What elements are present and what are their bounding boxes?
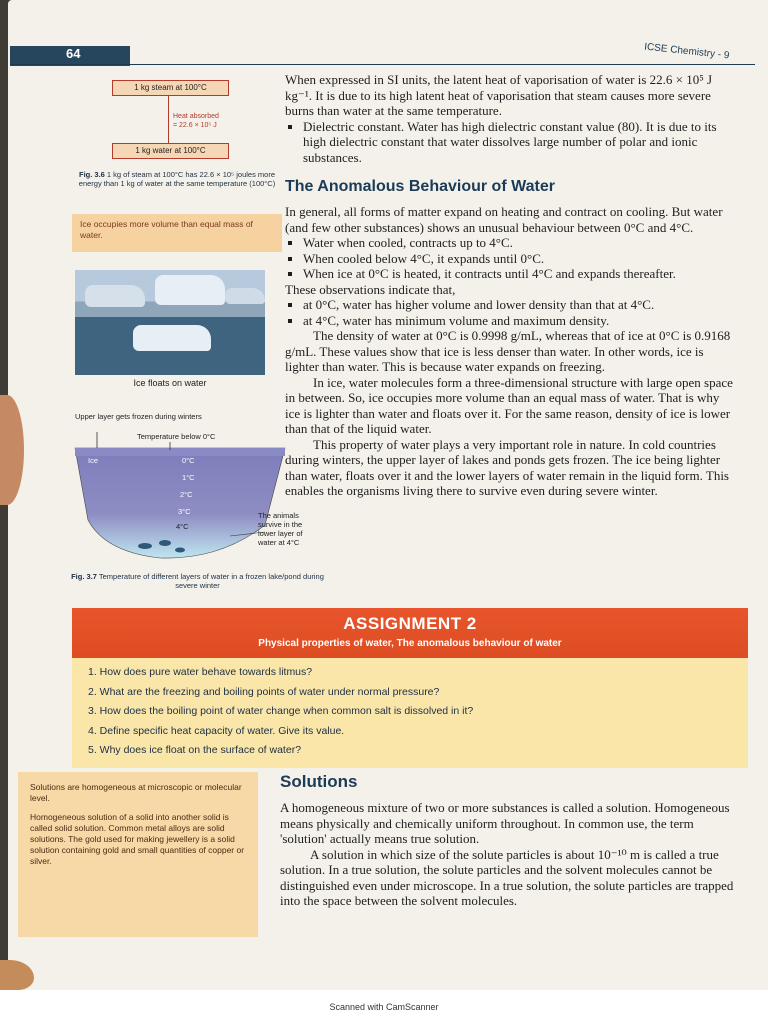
solutions-heading: Solutions bbox=[280, 772, 358, 791]
question-item: 3. How does the boiling point of water change when common salt is dissolved in it? bbox=[88, 705, 474, 717]
layer-1c: 1°C bbox=[182, 473, 195, 482]
ice-label: Ice bbox=[88, 456, 99, 465]
observation-item: ▪ When cooled below 4°C, it expands until 0°C. bbox=[303, 251, 735, 267]
observation-item: ▪ Water when cooled, contracts up to 4°C. bbox=[303, 235, 735, 251]
anomalous-block bbox=[285, 204, 735, 499]
question-item: 2. What are the freezing and boiling points of water under normal pressure? bbox=[88, 685, 440, 698]
density-paragraph: The density of water at 0°C is 0.9998 g/mL, whereas that of ice at 0°C is 0.9168 g/mL. These values show that ice is less denser than water. In other words, ice is lighter than water. This is because water expands on freezing. bbox=[285, 328, 731, 374]
question-item: 4. Define specific heat capacity of water. Give its value. bbox=[88, 724, 345, 737]
layer-4c: 4°C bbox=[176, 522, 189, 531]
fig-3-6-label: Fig. 3.6 bbox=[78, 170, 105, 179]
book-title: ICSE Chemistry - 9 bbox=[644, 41, 731, 62]
layer-0c: 0°C bbox=[182, 456, 195, 465]
upper-layer-label: Upper layer gets frozen during winters bbox=[75, 412, 202, 421]
fig-3-6-caption bbox=[72, 170, 282, 188]
iceberg-photo bbox=[75, 270, 265, 375]
indication-item: ▪ at 4°C, water has minimum volume and maximum density. bbox=[303, 313, 735, 329]
assignment-header bbox=[72, 608, 748, 658]
observations-list bbox=[285, 235, 735, 282]
layer-2c: 2°C bbox=[180, 490, 193, 499]
heat-arrow bbox=[168, 95, 169, 143]
solutions-p1: A homogeneous mixture of two or more substances is called a solution. Homogeneous means physically and chemically uniform throughout. In common use, the term 'solution' actually means true solution. bbox=[280, 800, 730, 846]
fig-3-7-caption bbox=[70, 572, 325, 590]
heat-label-line2: = 22.6 × 10⁵ J bbox=[173, 122, 217, 129]
fig-3-7-label: Fig. 3.7 bbox=[71, 572, 97, 581]
question-item: 5. Why does ice float on the surface of water? bbox=[88, 744, 302, 756]
assignment-title: ASSIGNMENT 2 bbox=[343, 614, 477, 633]
fig-3-6-text: 1 kg of steam at 100°C has 22.6 × 10⁵ joules more energy than 1 kg of water at the same temperature (100°C) bbox=[78, 170, 276, 188]
anomalous-intro: In general, all forms of matter expand on heating and contract on cooling. But water (and few other substances) shows an unusual behaviour between 0°C and 4°C. bbox=[285, 204, 723, 235]
solutions-p2: A solution in which size of the solute particles is about 10⁻¹⁰ m is called a true solution. In a true solution, the solute particles and the solvent molecules cannot be distinguished even under microscope. In a true solution, the solute particles are trapped into the space between the solvent molecules. bbox=[280, 846, 734, 908]
side-note-p2: Homogeneous solution of a solid into another solid is called solid solution. Common metal alloys are solid solutions. The gold used for making jewellery is a solid solution containing gold and small quantities of copper or silver. bbox=[30, 812, 245, 866]
solutions-block bbox=[280, 800, 740, 909]
water-box: 1 kg water at 100°C bbox=[112, 143, 229, 159]
page-number: 64 bbox=[66, 46, 81, 61]
question-item: 1. How does pure water behave towards litmus? bbox=[88, 666, 313, 678]
layer-3c: 3°C bbox=[178, 507, 191, 516]
solutions-side-note bbox=[18, 772, 258, 937]
dielectric-item: ▪ Dielectric constant. Water has high dielectric constant value (80). It is due to its high dielectric constant that water dissolves large number of polar and ionic substances. bbox=[303, 119, 735, 166]
assignment-questions bbox=[88, 666, 473, 764]
dielectric-list bbox=[285, 119, 735, 166]
ice-structure-paragraph: In ice, water molecules form a three-dimensional structure with large open space in between. So, ice occupies more volume than an equal mass of water. That is why ice is lighter than water and floats over it. For the same reason, density of ice is lower than that of the liquid water. bbox=[285, 374, 733, 436]
side-note-p1: Solutions are homogeneous at microscopic or molecular level. bbox=[30, 782, 242, 803]
ice-volume-note: Ice occupies more volume than equal mass of water. bbox=[72, 214, 282, 252]
fig-3-7-text: Temperature of different layers of water in a frozen lake/pond during severe winter bbox=[98, 572, 324, 590]
temp-below-label: Temperature below 0°C bbox=[137, 432, 216, 441]
indicate-line: These observations indicate that, bbox=[285, 281, 456, 297]
indication-item: ▪ at 0°C, water has higher volume and lower density than that at 4°C. bbox=[303, 297, 735, 313]
steam-box: 1 kg steam at 100°C bbox=[112, 80, 229, 96]
latent-heat-paragraph: When expressed in SI units, the latent heat of vaporisation of water is 22.6 × 10⁵ J kg⁻¹. It is due to its high latent heat of vaporisation that steam causes more severe burns than water at the same temperature. bbox=[285, 72, 713, 118]
assignment-subtitle: Physical properties of water, The anomalous behaviour of water bbox=[258, 638, 562, 649]
scanner-watermark: Scanned with CamScanner bbox=[329, 1002, 439, 1012]
assignment-box bbox=[72, 608, 748, 768]
intro-block bbox=[285, 72, 735, 165]
indications-list bbox=[285, 297, 735, 328]
anomalous-heading: The Anomalous Behaviour of Water bbox=[285, 178, 555, 195]
nature-paragraph: This property of water plays a very important role in nature. In cold countries during winters, the upper layer of lakes and ponds gets frozen. The ice being lighter than water, floats over it and the lower layers of water remain in the liquid form. This enables the organisms living there to survive even during severe winter. bbox=[285, 436, 729, 498]
heat-label-line1: Heat absorbed bbox=[173, 113, 219, 120]
photo-caption: Ice floats on water bbox=[133, 378, 207, 388]
observation-item: ▪ When ice at 0°C is heated, it contracts until 4°C and expands thereafter. bbox=[303, 266, 735, 282]
animals-survive-label: The animals survive in the lower layer of water at 4°C bbox=[258, 511, 303, 547]
header-rule bbox=[10, 64, 755, 65]
header-bar bbox=[10, 46, 750, 66]
heat-label bbox=[173, 112, 219, 130]
